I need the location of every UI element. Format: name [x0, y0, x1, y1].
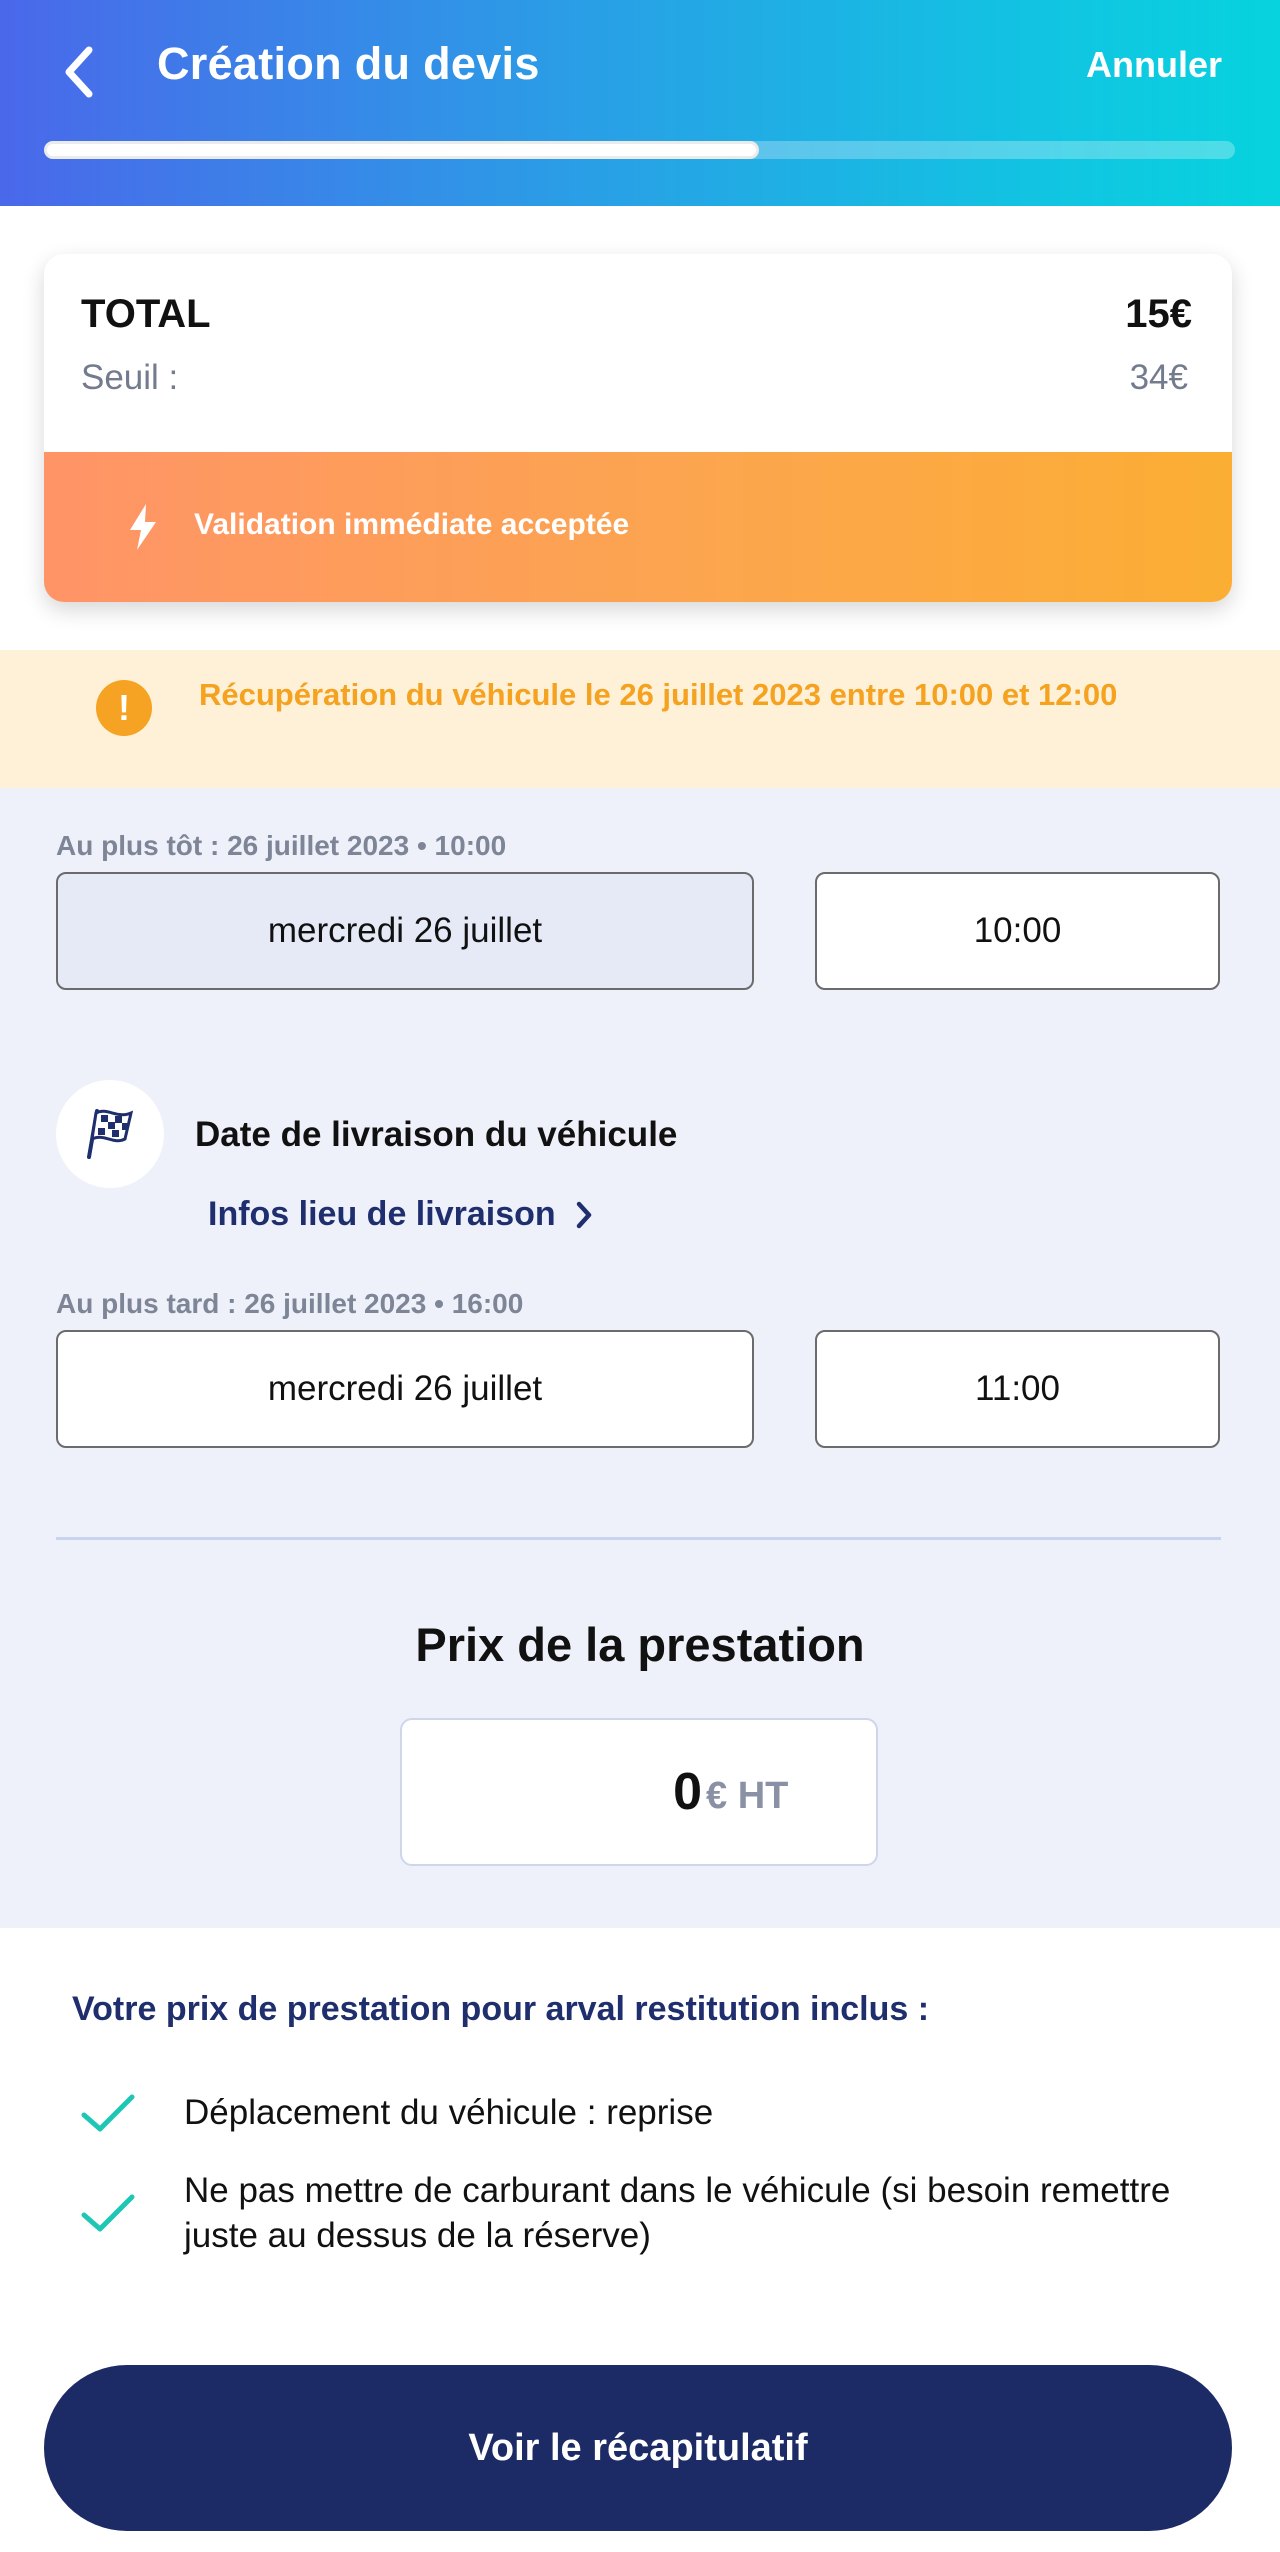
price-value: 0 [673, 1763, 702, 1821]
threshold-value: 34€ [1129, 358, 1188, 397]
pickup-time-value: 10:00 [973, 911, 1062, 950]
price-input[interactable] [400, 1718, 878, 1866]
delivery-time-value: 11:00 [975, 1369, 1060, 1408]
delivery-date-title: Date de livraison du véhicule [195, 1115, 678, 1154]
delivery-flag-badge [56, 1080, 164, 1188]
delivery-location-info-label: Infos lieu de livraison [208, 1195, 556, 1233]
delivery-latest-hint: Au plus tard : 26 juillet 2023 • 16:00 [56, 1288, 524, 1319]
pickup-date-value: mercredi 26 juillet [267, 911, 543, 950]
included-item [80, 2090, 1220, 2135]
validation-text: Validation immédiate acceptée [194, 508, 630, 541]
included-item-text: Déplacement du véhicule : reprise [184, 2093, 714, 2132]
pickup-earliest-hint: Au plus tôt : 26 juillet 2023 • 10:00 [56, 830, 507, 861]
section-divider [56, 1537, 1221, 1540]
validation-banner [44, 452, 1232, 602]
check-icon [80, 2191, 136, 2235]
delivery-location-info-link[interactable] [208, 1195, 594, 1234]
back-button[interactable] [48, 34, 108, 110]
threshold-label: Seuil : [81, 358, 179, 397]
pickup-time-field[interactable] [815, 872, 1220, 990]
total-value: 15€ [1125, 292, 1192, 336]
page-title: Création du devis [157, 38, 540, 89]
check-icon [80, 2091, 136, 2135]
exclamation-circle-icon: ! [96, 680, 152, 736]
price-title: Prix de la prestation [415, 1618, 865, 1671]
header [0, 0, 1280, 206]
pickup-warning-text: Récupération du véhicule le 26 juillet 2023 entre 10:00 et 12:00 [199, 677, 1118, 712]
view-summary-button[interactable]: Voir le récapitulatif [44, 2365, 1232, 2531]
pickup-date-field[interactable] [56, 872, 754, 990]
total-card [44, 254, 1232, 602]
included-title: Votre prix de prestation pour arval restitution inclus : [72, 1990, 930, 2028]
checkered-flag-icon [79, 1105, 141, 1163]
included-item-text: Ne pas mettre de carburant dans le véhicule (si besoin remettre juste au dessus de la réserve) [184, 2171, 1171, 2255]
delivery-date-value: mercredi 26 juillet [267, 1369, 543, 1408]
progress-bar-fill [44, 141, 759, 159]
price-unit: € HT [706, 1775, 789, 1817]
included-item [80, 2168, 1220, 2258]
cancel-button[interactable]: Annuler [1085, 44, 1222, 85]
chevron-left-icon [61, 44, 95, 100]
pickup-warning-banner [0, 650, 1280, 788]
bolt-icon [126, 502, 160, 552]
progress-bar [44, 141, 1235, 159]
chevron-right-icon [574, 1199, 594, 1231]
delivery-date-field[interactable] [56, 1330, 754, 1448]
delivery-time-field[interactable] [815, 1330, 1220, 1448]
total-label: TOTAL [81, 292, 211, 336]
